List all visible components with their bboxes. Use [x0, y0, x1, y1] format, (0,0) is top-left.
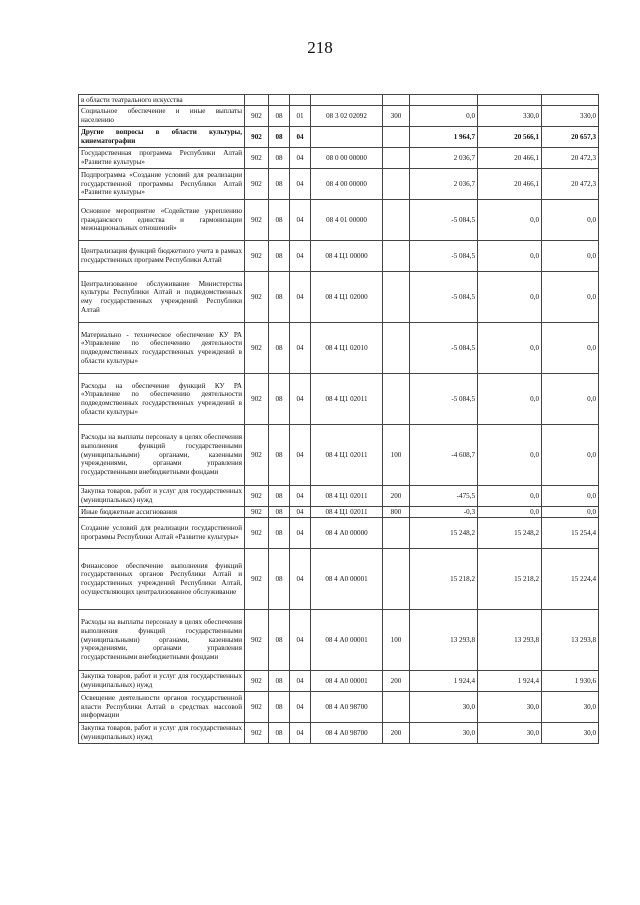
expense-type [383, 323, 410, 374]
expense-type [383, 518, 410, 549]
row-name: Финансовое обеспечение выполнения функций государственных органов Республики Алтай и государственных учреждений Республики Алтай, осуществляющих централизованное обслуживание [79, 549, 245, 610]
amount-2021 [542, 95, 599, 106]
row-name: Закупка товаров, работ и услуг для государственных (муниципальных) нужд [79, 671, 245, 692]
subsection-code: 04 [290, 127, 311, 148]
row-name: Иные бюджетные ассигнования [79, 507, 245, 518]
section-code: 08 [269, 610, 290, 671]
amount-2020: 30,0 [478, 692, 542, 723]
row-name: Государственная программа Республики Алтай «Развитие культуры» [79, 148, 245, 169]
amount-2019: 30,0 [410, 692, 478, 723]
table-row [79, 723, 599, 744]
amount-2019: -5 084,5 [410, 241, 478, 272]
target-article: 08 4 Ц1 02011 [311, 425, 383, 486]
subsection-code [290, 95, 311, 106]
section-code [269, 95, 290, 106]
target-article: 08 0 00 00000 [311, 148, 383, 169]
amount-2021: 15 254,4 [542, 518, 599, 549]
amount-2020: 30,0 [478, 723, 542, 744]
ministry-code: 902 [245, 518, 269, 549]
amount-2019: -475,5 [410, 486, 478, 507]
amount-2019: -5 084,5 [410, 323, 478, 374]
target-article: 08 4 00 00000 [311, 169, 383, 200]
page-number: 218 [307, 38, 333, 57]
subsection-code: 04 [290, 518, 311, 549]
ministry-code: 902 [245, 610, 269, 671]
table-row [79, 200, 599, 241]
amount-2021: 15 224,4 [542, 549, 599, 610]
row-name: Расходы на обеспечение функций КУ РА «Управление по обеспечению деятельности подведомственных государственных учреждений в области культуры» [79, 374, 245, 425]
amount-2019: 13 293,8 [410, 610, 478, 671]
table-row [79, 323, 599, 374]
amount-2021: 0,0 [542, 507, 599, 518]
table-row [79, 518, 599, 549]
ministry-code: 902 [245, 374, 269, 425]
table-row [79, 671, 599, 692]
section-code: 08 [269, 241, 290, 272]
subsection-code: 04 [290, 148, 311, 169]
ministry-code: 902 [245, 148, 269, 169]
table-row [79, 486, 599, 507]
section-code: 08 [269, 323, 290, 374]
expense-type [383, 127, 410, 148]
amount-2019: 30,0 [410, 723, 478, 744]
subsection-code: 04 [290, 610, 311, 671]
target-article: 08 4 Ц1 02000 [311, 272, 383, 323]
table-row [79, 106, 599, 127]
row-name: Расходы на выплаты персоналу в целях обеспечения выполнения функций государственными (муниципальными) органами, казенными учреждениями, органами управления государственными внебюджетными фондами [79, 425, 245, 486]
table-row [79, 374, 599, 425]
ministry-code: 902 [245, 549, 269, 610]
amount-2020: 15 248,2 [478, 518, 542, 549]
amount-2021: 20 472,3 [542, 148, 599, 169]
target-article: 08 4 А0 00001 [311, 610, 383, 671]
amount-2020: 20 566,1 [478, 127, 542, 148]
section-code: 08 [269, 272, 290, 323]
amount-2020: 0,0 [478, 486, 542, 507]
section-code: 08 [269, 518, 290, 549]
table-row [79, 127, 599, 148]
expense-type: 100 [383, 425, 410, 486]
table-row [79, 95, 599, 106]
amount-2019: -4 608,7 [410, 425, 478, 486]
subsection-code: 04 [290, 692, 311, 723]
amount-2021: 0,0 [542, 241, 599, 272]
ministry-code: 902 [245, 486, 269, 507]
amount-2020 [478, 95, 542, 106]
target-article [311, 95, 383, 106]
amount-2021: 13 293,8 [542, 610, 599, 671]
ministry-code: 902 [245, 671, 269, 692]
amount-2021: 0,0 [542, 374, 599, 425]
amount-2021: 20 472,3 [542, 169, 599, 200]
target-article: 08 4 Ц1 02011 [311, 507, 383, 518]
target-article: 08 4 А0 00001 [311, 549, 383, 610]
table-row [79, 148, 599, 169]
row-name: Другие вопросы в области культуры, кинематографии [79, 127, 245, 148]
amount-2019 [410, 95, 478, 106]
subsection-code: 04 [290, 549, 311, 610]
amount-2020: 0,0 [478, 272, 542, 323]
amount-2020: 0,0 [478, 425, 542, 486]
amount-2021: 30,0 [542, 723, 599, 744]
section-code: 08 [269, 692, 290, 723]
table-row [79, 169, 599, 200]
ministry-code: 902 [245, 241, 269, 272]
amount-2021: 0,0 [542, 272, 599, 323]
expense-type: 200 [383, 486, 410, 507]
ministry-code: 902 [245, 272, 269, 323]
row-name: Материально - техническое обеспечение КУ РА «Управление по обеспечению деятельности подведомственных государственных учреждений в области культуры» [79, 323, 245, 374]
amount-2019: 1 964,7 [410, 127, 478, 148]
subsection-code: 04 [290, 169, 311, 200]
table-row [79, 272, 599, 323]
table-row [79, 610, 599, 671]
ministry-code: 902 [245, 200, 269, 241]
expense-type [383, 692, 410, 723]
amount-2020: 1 924,4 [478, 671, 542, 692]
amount-2021: 1 930,6 [542, 671, 599, 692]
amount-2021: 0,0 [542, 323, 599, 374]
target-article: 08 4 А0 98700 [311, 692, 383, 723]
amount-2020: 0,0 [478, 374, 542, 425]
ministry-code: 902 [245, 507, 269, 518]
target-article: 08 4 А0 98700 [311, 723, 383, 744]
section-code: 08 [269, 425, 290, 486]
amount-2020: 15 218,2 [478, 549, 542, 610]
expense-type [383, 272, 410, 323]
amount-2019: -5 084,5 [410, 272, 478, 323]
section-code: 08 [269, 127, 290, 148]
target-article [311, 127, 383, 148]
amount-2019: 15 218,2 [410, 549, 478, 610]
amount-2019: 1 924,4 [410, 671, 478, 692]
section-code: 08 [269, 374, 290, 425]
ministry-code [245, 95, 269, 106]
subsection-code: 04 [290, 486, 311, 507]
expense-type [383, 374, 410, 425]
row-name: Социальное обеспечение и иные выплаты населению [79, 106, 245, 127]
expense-type [383, 200, 410, 241]
amount-2021: 30,0 [542, 692, 599, 723]
amount-2021: 330,0 [542, 106, 599, 127]
amount-2021: 0,0 [542, 486, 599, 507]
expense-type [383, 241, 410, 272]
row-name: Расходы на выплаты персоналу в целях обеспечения выполнения функций государственными (муниципальными) органами, казенными учреждениями, органами управления государственными внебюджетными фондами [79, 610, 245, 671]
amount-2020: 20 466,1 [478, 169, 542, 200]
target-article: 08 4 Ц1 02011 [311, 486, 383, 507]
amount-2020: 20 466,1 [478, 148, 542, 169]
section-code: 08 [269, 148, 290, 169]
target-article: 08 4 01 00000 [311, 200, 383, 241]
amount-2021: 0,0 [542, 200, 599, 241]
section-code: 08 [269, 106, 290, 127]
amount-2020: 330,0 [478, 106, 542, 127]
section-code: 08 [269, 169, 290, 200]
expense-type: 200 [383, 671, 410, 692]
section-code: 08 [269, 549, 290, 610]
subsection-code: 04 [290, 425, 311, 486]
subsection-code: 04 [290, 374, 311, 425]
amount-2021: 0,0 [542, 425, 599, 486]
row-name: Централизация функций бюджетного учета в рамках государственных программ Республики Алтай [79, 241, 245, 272]
subsection-code: 04 [290, 241, 311, 272]
budget-table [78, 94, 599, 744]
table-row [79, 241, 599, 272]
target-article: 08 4 Ц1 00000 [311, 241, 383, 272]
ministry-code: 902 [245, 323, 269, 374]
expense-type: 100 [383, 610, 410, 671]
budget-table-body [79, 95, 599, 744]
subsection-code: 04 [290, 507, 311, 518]
subsection-code: 04 [290, 323, 311, 374]
amount-2020: 0,0 [478, 241, 542, 272]
expense-type: 800 [383, 507, 410, 518]
expense-type [383, 169, 410, 200]
row-name: Подпрограмма «Создание условий для реализации государственной программы Республики Алтай «Развитие культуры» [79, 169, 245, 200]
amount-2019: 0,0 [410, 106, 478, 127]
target-article: 08 4 А0 00000 [311, 518, 383, 549]
amount-2019: -5 084,5 [410, 374, 478, 425]
row-name: Закупка товаров, работ и услуг для государственных (муниципальных) нужд [79, 723, 245, 744]
amount-2019: 2 036,7 [410, 148, 478, 169]
row-name: Основное мероприятие «Содействие укреплению гражданского единства и гармонизации межнациональных отношений» [79, 200, 245, 241]
table-row [79, 692, 599, 723]
amount-2019: -5 084,5 [410, 200, 478, 241]
row-name: в области театрального искусства [79, 95, 245, 106]
amount-2019: -0,3 [410, 507, 478, 518]
table-row [79, 507, 599, 518]
ministry-code: 902 [245, 127, 269, 148]
expense-type [383, 148, 410, 169]
amount-2020: 0,0 [478, 323, 542, 374]
table-row [79, 425, 599, 486]
subsection-code: 04 [290, 200, 311, 241]
subsection-code: 04 [290, 723, 311, 744]
table-row [79, 549, 599, 610]
row-name: Закупка товаров, работ и услуг для государственных (муниципальных) нужд [79, 486, 245, 507]
subsection-code: 04 [290, 671, 311, 692]
expense-type: 300 [383, 106, 410, 127]
subsection-code: 04 [290, 272, 311, 323]
subsection-code: 01 [290, 106, 311, 127]
section-code: 08 [269, 723, 290, 744]
row-name: Освещение деятельности органов государственной власти Республики Алтай в средствах массовой информации [79, 692, 245, 723]
ministry-code: 902 [245, 425, 269, 486]
expense-type [383, 549, 410, 610]
expense-type [383, 95, 410, 106]
section-code: 08 [269, 671, 290, 692]
amount-2021: 20 657,3 [542, 127, 599, 148]
target-article: 08 4 А0 00001 [311, 671, 383, 692]
ministry-code: 902 [245, 692, 269, 723]
amount-2020: 13 293,8 [478, 610, 542, 671]
section-code: 08 [269, 200, 290, 241]
target-article: 08 4 Ц1 02011 [311, 374, 383, 425]
target-article: 08 4 Ц1 02010 [311, 323, 383, 374]
section-code: 08 [269, 507, 290, 518]
ministry-code: 902 [245, 723, 269, 744]
amount-2020: 0,0 [478, 200, 542, 241]
ministry-code: 902 [245, 106, 269, 127]
expense-type: 200 [383, 723, 410, 744]
row-name: Создание условий для реализации государственной программы Республики Алтай «Развитие культуры» [79, 518, 245, 549]
ministry-code: 902 [245, 169, 269, 200]
amount-2020: 0,0 [478, 507, 542, 518]
section-code: 08 [269, 486, 290, 507]
amount-2019: 2 036,7 [410, 169, 478, 200]
amount-2019: 15 248,2 [410, 518, 478, 549]
row-name: Централизованное обслуживание Министерства культуры Республики Алтай и подведомственных ему государственных учреждений Республики Алтай [79, 272, 245, 323]
target-article: 08 3 02 02092 [311, 106, 383, 127]
